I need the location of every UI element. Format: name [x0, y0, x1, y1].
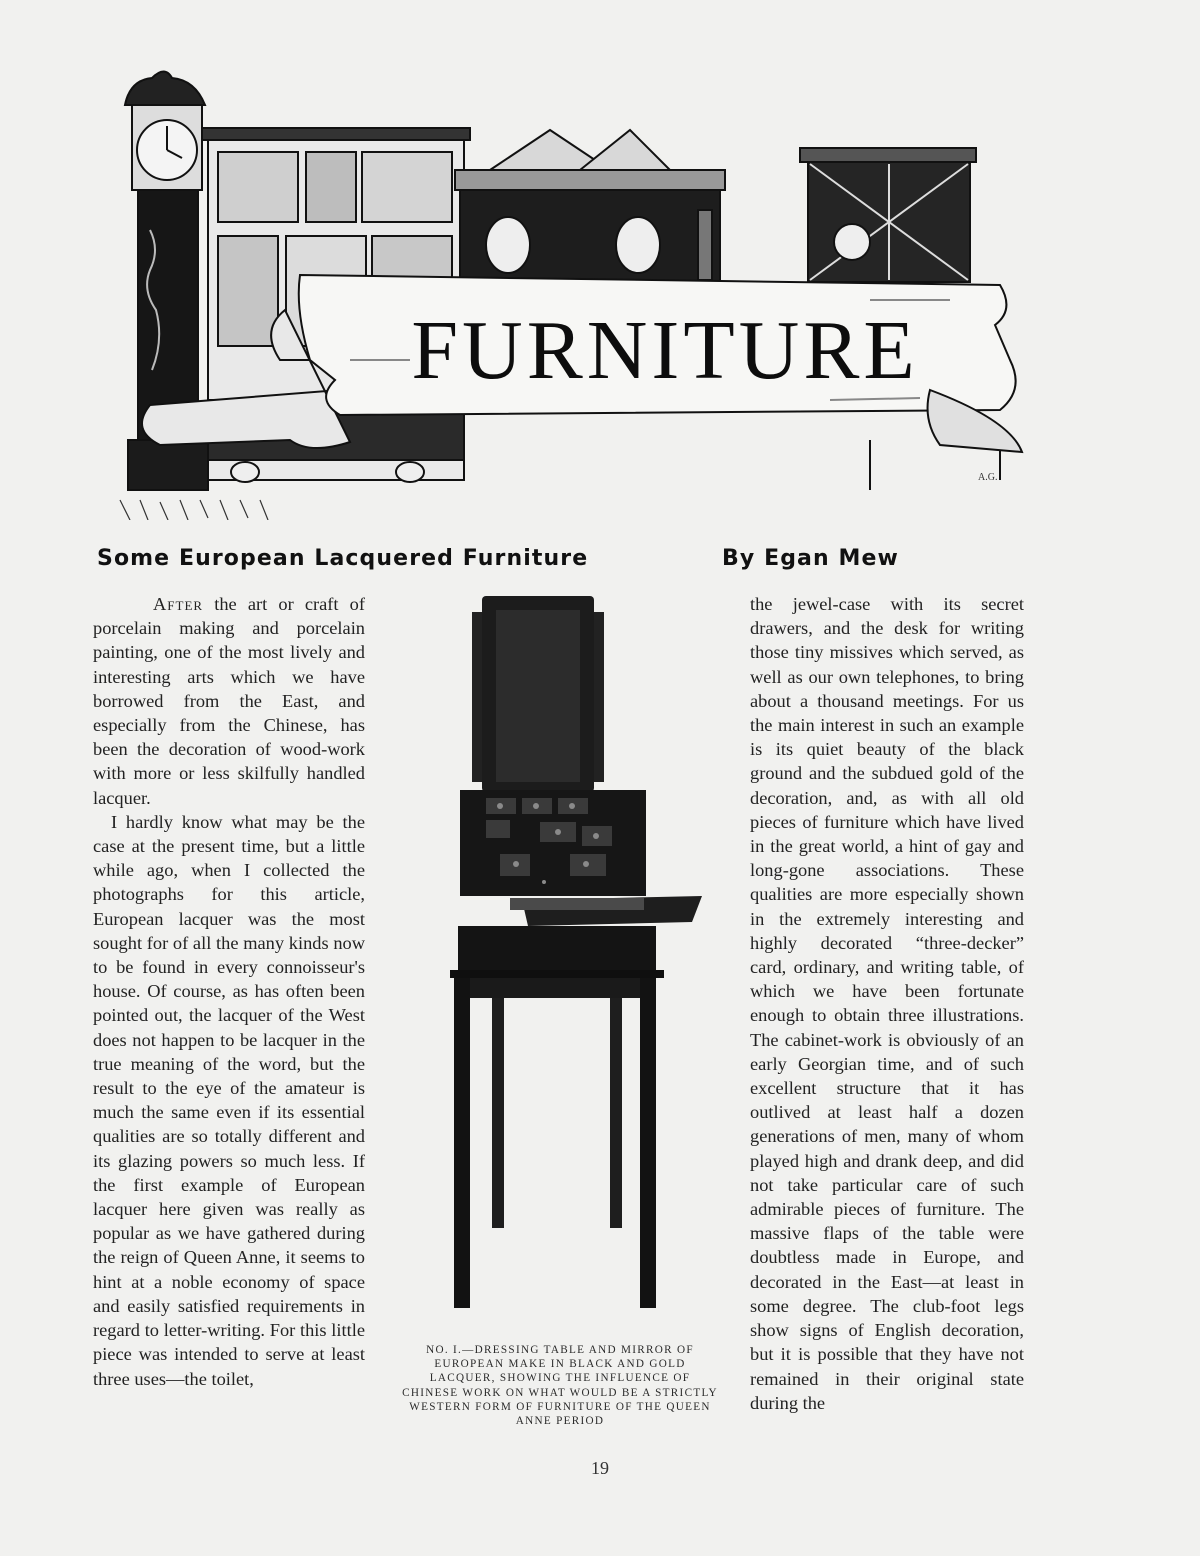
banner-heading: FURNITURE	[411, 304, 919, 397]
right-text-column	[750, 592, 1024, 1452]
paragraph-lead-word: After	[153, 594, 204, 614]
page-number: 19	[591, 1458, 609, 1478]
dressing-table-photograph	[440, 592, 710, 1328]
article-title: Some European Lacquered Furniture	[97, 546, 589, 571]
pediment-shelf-with-vases-drawing	[455, 130, 725, 285]
ground-hatching	[120, 500, 268, 520]
paragraph-2: I hardly know what may be the case at the present time, but a little while ago, when I collected the photographs for this article, European lacquer was the most sought for of all the many kinds now to be found in every connoisseur's house. Of course, as has often been pointed out, the lacquer of the West does not happen to be lacquer in the true meaning of the word, but the result to the eye of the amateur is much the same even if its essential qualities are so totally different and its glazing powers so much less. If the first example of European lacquer here given was really as popular as we have gathered during the reign of Queen Anne, it seems to hint at a noble economy of space and easily satisfied requirements in regard to letter-writing. For this little piece was intended to serve at least three uses—the toilet,	[93, 811, 365, 1389]
left-text-column	[93, 592, 365, 1452]
paragraph-1	[93, 592, 365, 810]
article-header	[0, 546, 1200, 580]
paragraph-3: the jewel-case with its secret drawers, and the desk for writing those tiny missives which served, as well as our own telephones, to bring about a thousand meetings. For us the main interest in such an example is its quiet beauty of the black ground and the subdued gold of the decoration, and, as with all old pieces of furniture which have lived in the great world, a hint of gay and long-gone associations. These qualities are more especially shown in the extremely interesting and highly decorated “three-decker” card, ordinary, and writing table, of which we have been fortunate enough to obtain three illustrations. The cabinet-work is obviously of an early Georgian time, and of such excellent structure that it has outlived at least half a dozen generations of men, many of whom played high and drank deep, and did not take particular care of such admirable pieces of furniture. The massive flaps of the table were doubtless made in Europe, and decorated in the East—at least in some degree. The club-foot legs show signs of English decoration, but it is possible that they have not remained in their original state during the	[750, 594, 1024, 1413]
author-byline: By Egan Mew	[722, 546, 899, 571]
artist-monogram: A.G.	[978, 472, 998, 483]
paragraph-1-text: the art or craft of porcelain making and porcelain painting, one of the most lively and interesting arts which we have borrowed from the East, and especially from the Chinese, has been the decoration of wood-work with more or less skilfully handled lacquer.	[93, 594, 365, 808]
furniture-banner-illustration	[110, 60, 1040, 520]
figure-caption: NO. I.—DRESSING TABLE AND MIRROR OF EUROPEAN MAKE IN BLACK AND GOLD LACQUER, SHOWING THE INFLUENCE OF CHINESE WORK ON WHAT WOULD BE A STRICTLY WESTERN FORM OF FURNITURE OF THE QUEEN ANNE PERIOD	[402, 1344, 718, 1428]
